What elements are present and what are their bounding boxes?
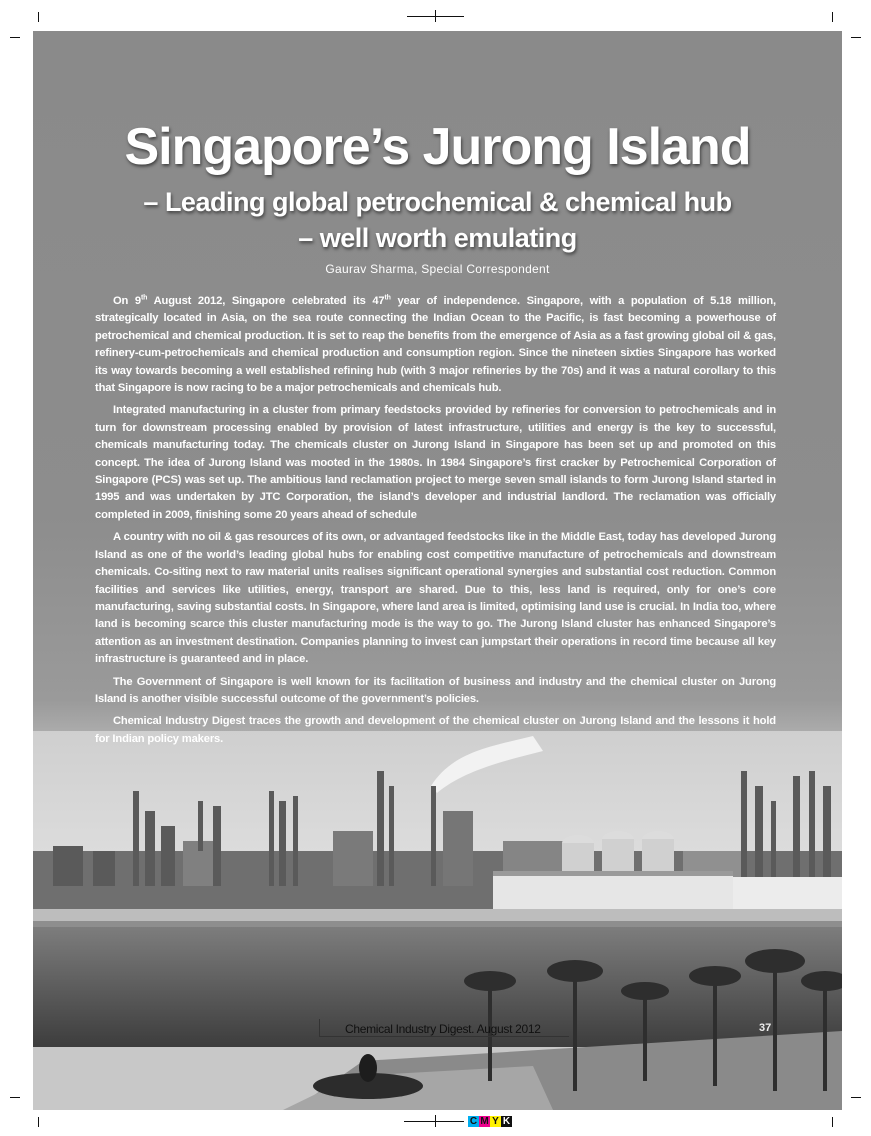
ordinal-suffix: th (384, 294, 391, 302)
jurong-island-photo (33, 731, 842, 1110)
cmyk-swatch: M (480, 1116, 489, 1127)
paragraph-4: The Government of Singapore is well known for its facilitation of business and industry and the chemical cluster on Jurong Island is another visible successful outcome of the government’s policies. (95, 675, 776, 705)
article-subtitle-line-2: – well worth emulating (298, 223, 577, 253)
article-body (95, 293, 776, 753)
paragraph-1-text: year of independence. Singapore, with a population of 5.18 million, strategically located in Asia, on the sea route connecting the Indian Ocean to the Pacific, is fast becoming a powerhouse of petrochemical and chemical production. It is set to reap the benefits from the emergence of Asia as a fast growing global oil & gas, refinery-cum-petrochemicals and chemical production and consumption region. Since the nineteen sixties Singapore has worked its way towards becoming a well established refining hub (with 3 major refineries by the 70s) and it was a natural corollary to this that Singapore is now racing to be a major petrochemicals and chemicals hub. (95, 295, 776, 395)
article-byline: Gaurav Sharma, Special Correspondent (325, 262, 550, 276)
paragraph-1 (95, 293, 776, 397)
crop-mark (851, 1097, 861, 1098)
registration-mark (435, 1115, 436, 1127)
registration-mark (404, 1121, 464, 1122)
cmyk-swatch: K (502, 1116, 511, 1127)
paragraph-2: Integrated manufacturing in a cluster from primary feedstocks provided by refineries for conversion to petrochemicals and in turn for downstream processing enabled by provision of latest infrastructure, utilities and energy is the key to successful, chemicals manufacturing today. The chemicals cluster on Jurong Island in Singapore has been set up and promoted on this concept. The idea of Jurong Island was mooted in the 1980s. In 1984 Singapore’s first cracker by Petrochemical Corporation of Singapore (PCS) was set up. The ambitious land reclamation project to merge seven small islands to form Jurong Island started in 1995 and was undertaken by JTC Corporation, the island’s developer and industrial landlord. The reclamation was officially completed in 2009, finishing some 20 years ahead of schedule (95, 404, 776, 521)
paragraph-3: A country with no oil & gas resources of its own, or advantaged feedstocks like in the Middle East, today has developed Jurong Island as one of the world’s leading global hubs for enabling cost competitive manufacture of petrochemicals and downstream chemicals. Co-siting next to raw material units realises significant operational synergies and substantial cost reduction. Common facilities and services like utilities, energy, transport are shared. Due to this, less land is required, only for one’s core manufacturing, saving substantial costs. In Singapore, where land area is limited, optimising land use is crucial. In India too, where land is becoming scarce this cluster manufacturing mode is the way to go. The Jurong Island cluster has enhanced Singapore’s attention as an investment destination. Companies planning to invest can jumpstart their operations in record time because all key infrastructure is guaranteed and in place. (95, 531, 776, 666)
registration-mark (435, 10, 436, 22)
crop-mark (832, 12, 833, 22)
cmyk-color-bar (468, 1116, 512, 1127)
footer-rule (319, 1019, 320, 1037)
paragraph-5: Chemical Industry Digest traces the growth and development of the chemical cluster on Jurong Island and the lessons it hold for Indian policy makers. (95, 715, 776, 745)
article-title: Singapore’s Jurong Island (124, 118, 751, 176)
article-subtitle-line-1: – Leading global petrochemical & chemical hub (143, 187, 732, 217)
cmyk-swatch: C (469, 1116, 478, 1127)
crop-mark (851, 37, 861, 38)
crop-mark (832, 1117, 833, 1127)
footer-rule (319, 1036, 569, 1037)
magazine-page (33, 31, 842, 1110)
page-number: 37 (759, 1022, 772, 1034)
footer-publication: Chemical Industry Digest. August 2012 (345, 1022, 541, 1036)
crop-mark (10, 1097, 20, 1098)
paragraph-1-text: August 2012, Singapore celebrated its 47 (147, 295, 385, 307)
paragraph-1-text: On 9 (113, 295, 141, 307)
cmyk-swatch: Y (490, 1116, 501, 1127)
ordinal-suffix: th (141, 294, 148, 302)
crop-mark (38, 1117, 39, 1127)
crop-mark (38, 12, 39, 22)
crop-mark (10, 37, 20, 38)
